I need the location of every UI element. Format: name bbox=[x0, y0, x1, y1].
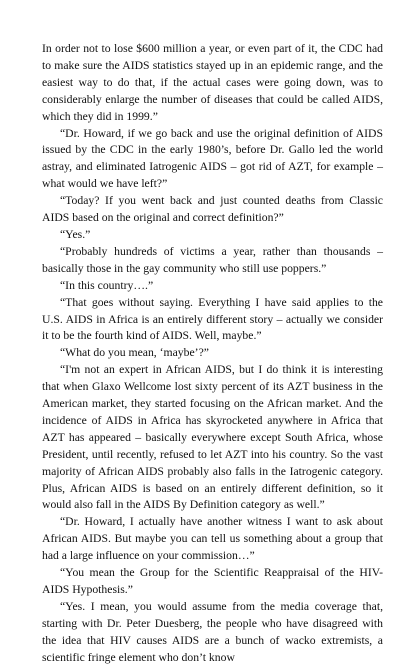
paragraph-7: “That goes without saying. Everything I have said applies to the U.S. AIDS in Africa is an entirely different story – actually we consider it to be the fourth kind of AIDS. Well, maybe.” bbox=[42, 295, 383, 343]
paragraph-9: “I'm not an expert in African AIDS, but I do think it is interesting that when Glaxo Wellcome lost sixty percent of its AZT business in the American market, they started focusing on the African market. And the incidence of AIDS in Africa has skyrocketed anywhere in Africa that AZT has appeared – basically everywhere except South Africa, whose President, until recently, refused to let AZT into his country. So the vast majority of African AIDS probably also falls in the Iatrogenic category. Plus, African AIDS is based on an entirely different definition, so it would also fall in the AIDS By Definition category as well.” bbox=[42, 363, 383, 512]
paragraph-12: “Yes. I mean, you would assume from the media coverage that, starting with Dr. Peter Duesberg, the people who have disagreed with the idea that HIV causes AIDS are a bunch of wacko extremists, a scientific fringe element who don’t know bbox=[42, 599, 383, 664]
paragraph-4: “Yes.” bbox=[60, 227, 91, 241]
paragraph-2: “Dr. Howard, if we go back and use the original definition of AIDS issued by the CDC in the early 1980’s, before Dr. Gallo led the world astray, and eliminated Iatrogenic AIDS – got rid of AZT, for example – what would we have left?” bbox=[42, 126, 383, 191]
paragraph-6: “In this country….” bbox=[60, 278, 154, 292]
paragraph-1: In order not to lose $600 million a year, or even part of it, the CDC had to make sure the AIDS statistics stayed up in an epidemic range, and the easiest way to do that, if the actual cases were going down, was to considerably enlarge the number of diseases that could be called AIDS, which they did in 1999.” bbox=[42, 42, 383, 123]
paragraph-10: “Dr. Howard, I actually have another witness I want to ask about African AIDS. But maybe you can tell us something about a group that had a large influence on your commission…” bbox=[42, 515, 383, 563]
paragraph-8: “What do you mean, ‘maybe’?” bbox=[60, 346, 209, 360]
paragraph-11: “You mean the Group for the Scientific Reappraisal of the HIV-AIDS Hypothesis.” bbox=[42, 566, 383, 596]
document-page bbox=[42, 41, 383, 667]
paragraph-5: “Probably hundreds of victims a year, rather than thousands – basically those in the gay community who still use poppers.” bbox=[42, 244, 383, 275]
paragraph-3: “Today? If you went back and just counted deaths from Classic AIDS based on the original and correct definition?” bbox=[42, 194, 383, 225]
